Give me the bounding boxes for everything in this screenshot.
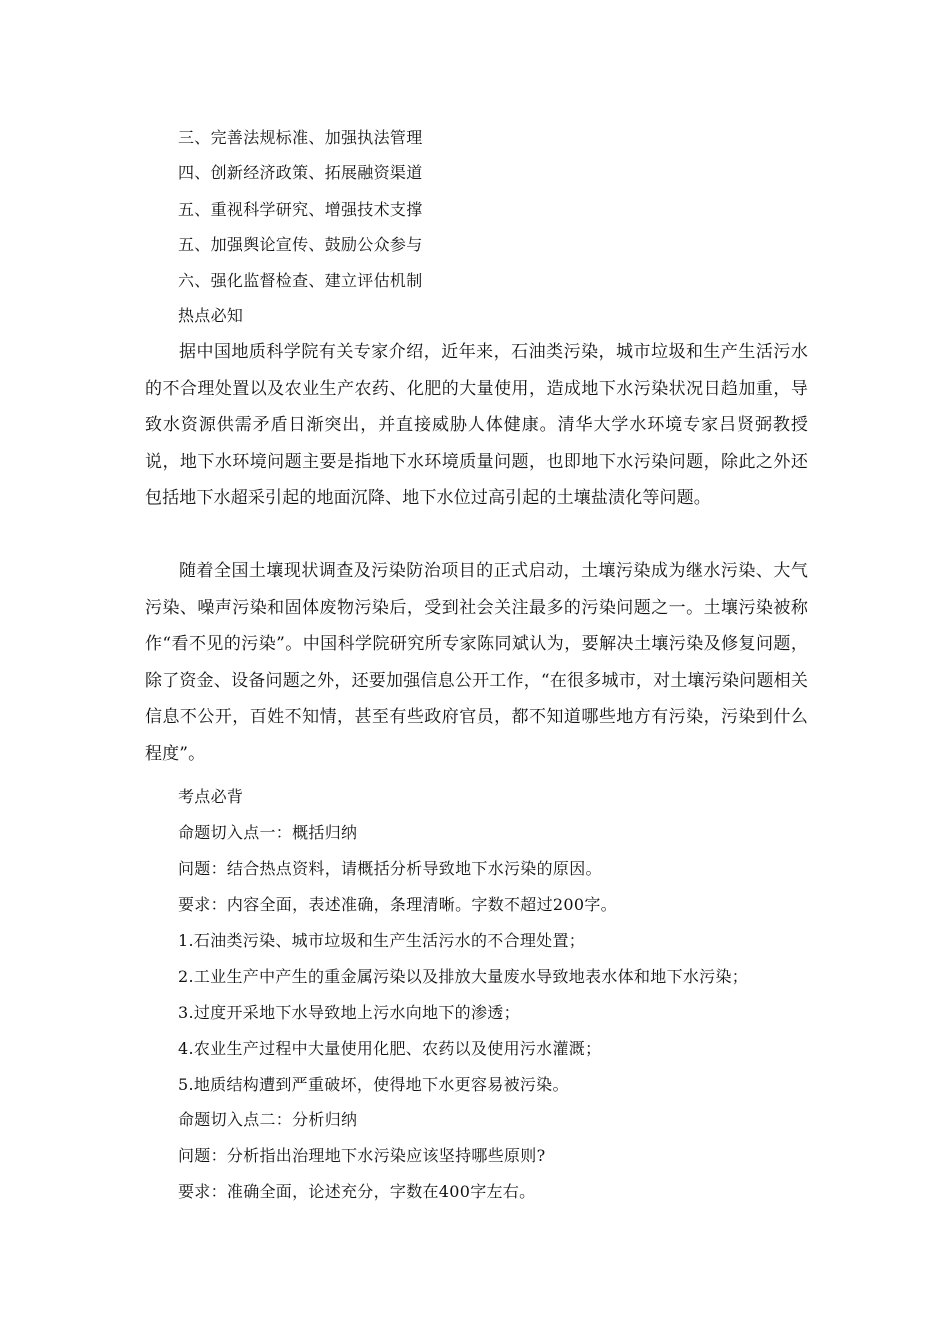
measure-item: 五、重视科学研究、增强技术支撑	[178, 200, 423, 219]
hot-topic-heading: 热点必知	[178, 306, 244, 325]
hot-topic-paragraph-1: 据中国地质科学院有关专家介绍，近年来，石油类污染，城市垃圾和生产生活污水的不合理处置以及农业生产农药、化肥的大量使用，造成地下水污染状况日趋加重，导致水资源供需矛盾日渐突出，并直接威胁人体健康。清华大学水环境专家吕贤弼教授说，地下水环境问题主要是指地下水环境质量问题，也即地下水污染问题，除此之外还包括地下水超采引起的地面沉降、地下水位过高引起的土壤盐渍化等问题。	[145, 342, 808, 508]
answer-item: 2.工业生产中产生的重金属污染以及排放大量废水导致地表水体和地下水污染；	[178, 967, 749, 986]
measure-item: 五、加强舆论宣传、鼓励公众参与	[178, 235, 423, 254]
question-2-title: 命题切入点二：分析归纳	[178, 1110, 358, 1129]
exam-points-heading: 考点必背	[178, 787, 244, 806]
answer-item: 1.石油类污染、城市垃圾和生产生活污水的不合理处置；	[178, 931, 586, 950]
answer-item: 5.地质结构遭到严重破坏，使得地下水更容易被污染。	[178, 1075, 569, 1094]
answer-item: 3.过度开采地下水导致地上污水向地下的渗透；	[178, 1003, 520, 1022]
question-1-title: 命题切入点一：概括归纳	[178, 823, 358, 842]
measure-item: 六、强化监督检查、建立评估机制	[178, 271, 423, 290]
question-2-text: 问题：分析指出治理地下水污染应该坚持哪些原则?	[178, 1146, 546, 1165]
hot-topic-paragraph-2: 随着全国土壤现状调查及污染防治项目的正式启动，土壤污染成为继水污染、大气污染、噪声污染和固体废物污染后，受到社会关注最多的污染问题之一。土壤污染被称作“看不见的污染”。中国科学院研究所专家陈同斌认为，要解决土壤污染及修复问题，除了资金、设备问题之外，还要加强信息公开工作，“在很多城市，对土壤污染问题相关信息不公开，百姓不知情，甚至有些政府官员，都不知道哪些地方有污染，污染到什么程度”。	[145, 561, 808, 764]
answer-item: 4.农业生产过程中大量使用化肥、农药以及使用污水灌溉；	[178, 1039, 602, 1058]
question-1-text: 问题：结合热点资料，请概括分析导致地下水污染的原因。	[178, 859, 602, 878]
measure-item: 三、完善法规标准、加强执法管理	[178, 128, 423, 147]
measure-item: 四、创新经济政策、拓展融资渠道	[178, 163, 423, 182]
question-1-requirement: 要求：内容全面，表述准确，条理清晰。字数不超过200字。	[178, 895, 617, 914]
question-2-requirement: 要求：准确全面，论述充分，字数在400字左右。	[178, 1182, 536, 1201]
